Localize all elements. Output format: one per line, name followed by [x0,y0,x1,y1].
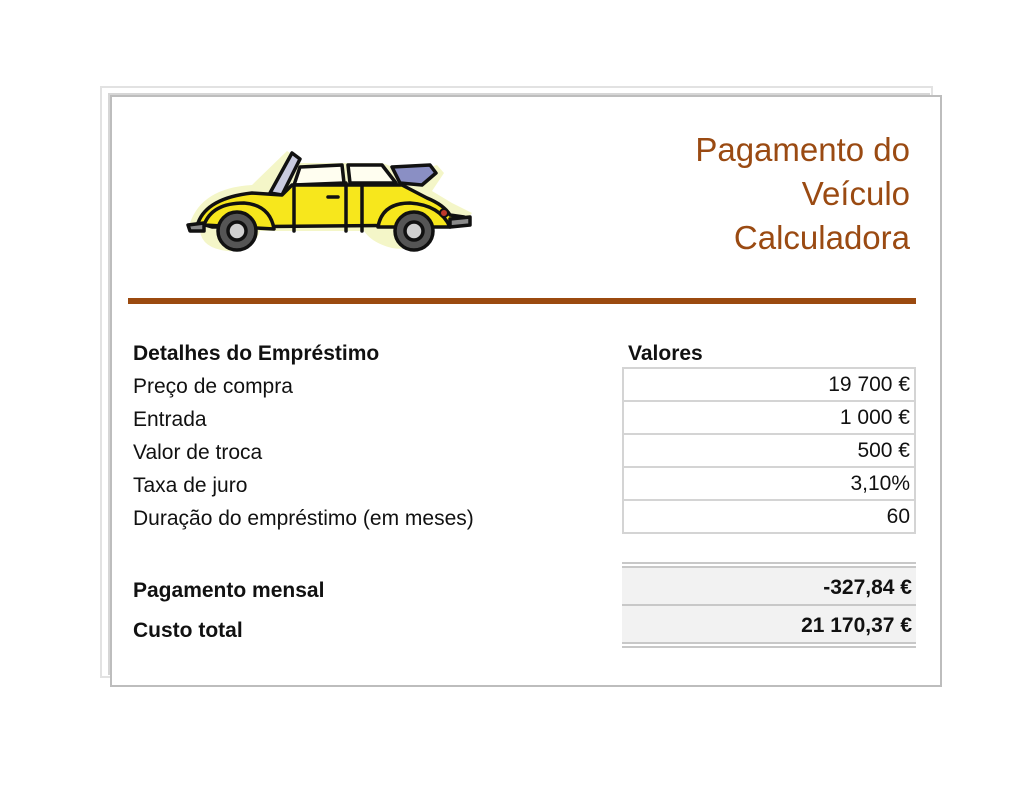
trade-in-value-cell[interactable]: 500 € [622,435,916,468]
label-monthly-payment: Pagamento mensal [133,579,325,602]
label-down-payment: Entrada [133,408,207,431]
summary-values-table [622,562,916,648]
interest-rate-cell[interactable]: 3,10% [622,468,916,501]
title-line-1: Pagamento do [695,131,910,168]
values-heading: Valores [628,342,703,365]
label-interest-rate: Taxa de juro [133,474,248,497]
label-purchase-price: Preço de compra [133,375,293,398]
label-trade-in-value: Valor de troca [133,441,263,464]
title-line-3: Calculadora [733,219,910,256]
title-line-2: Veículo [801,175,910,212]
loan-details-heading: Detalhes do Empréstimo [133,342,380,365]
title-divider [128,298,916,304]
loan-values-table [622,367,916,534]
summary-bottom-double-rule [622,642,916,648]
convertible-car-icon [182,143,474,257]
page-title [695,128,910,260]
total-cost-cell: 21 170,37 € [622,606,916,642]
label-total-cost: Custo total [133,619,243,642]
summary-labels [133,574,324,654]
down-payment-cell[interactable]: 1 000 € [622,402,916,435]
monthly-payment-cell: -327,84 € [622,568,916,604]
purchase-price-cell[interactable]: 19 700 € [622,367,916,402]
loan-term-cell[interactable]: 60 [622,501,916,534]
loan-details-labels [133,337,474,535]
label-loan-term: Duração do empréstimo (em meses) [133,507,474,530]
